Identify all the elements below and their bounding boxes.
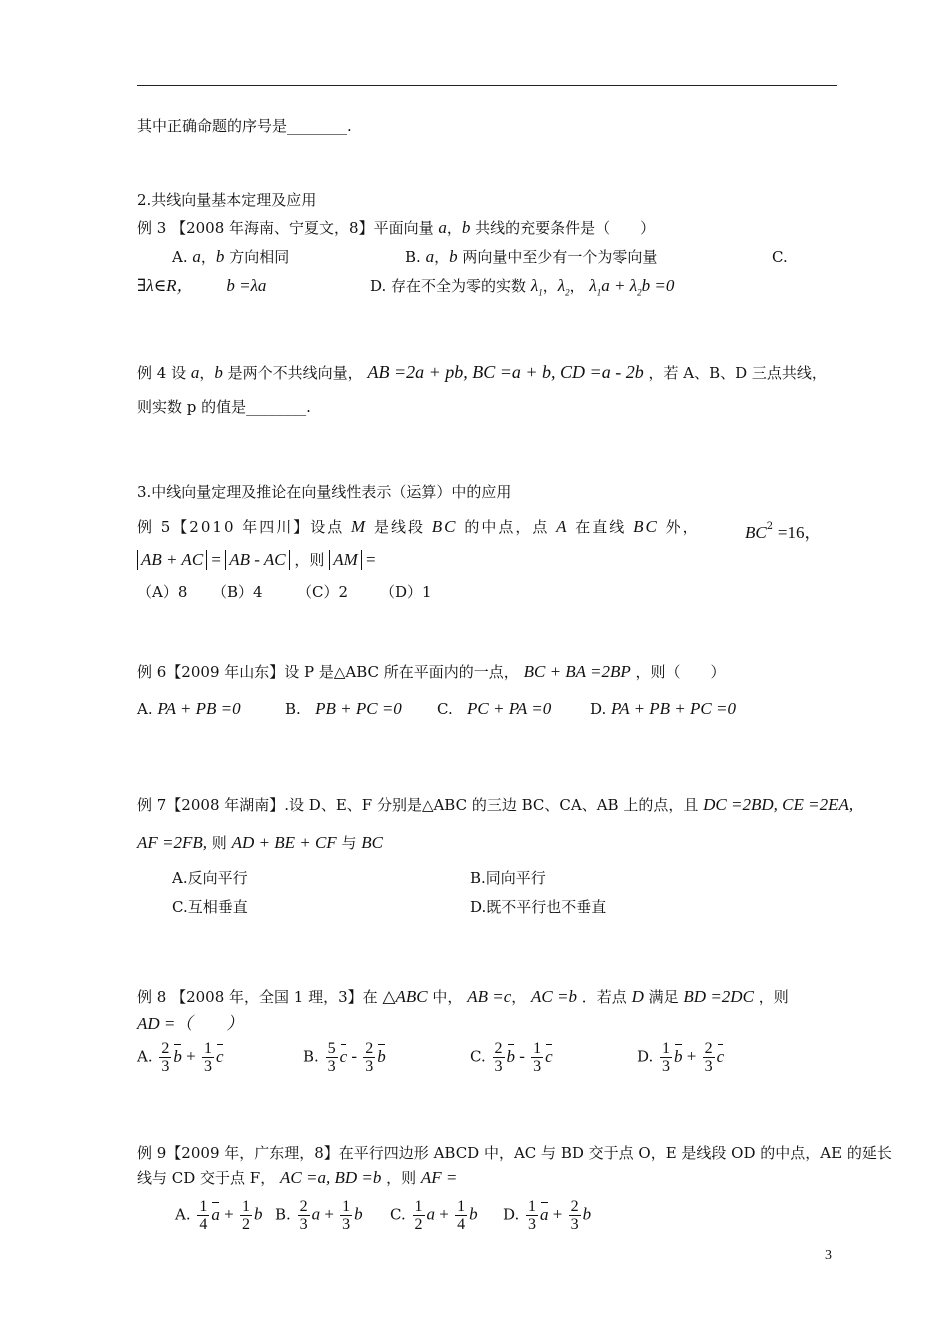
ex3-stem-end: 共线的充要条件是（ ） bbox=[475, 219, 656, 237]
section-3-title: 3.中线向量定理及推论在向量线性表示（运算）中的应用 bbox=[137, 483, 512, 501]
example-4-stem: 例 4 设 a，b 是两个不共线向量， AB =2a + pb, BC =a + b, CD =a - 2b ，若 A、B、D 三点共线， bbox=[137, 362, 827, 382]
ex5-bc-squared: $BC^2 =16$， bbox=[745, 521, 822, 542]
ex7-option-c: C.互相垂直 bbox=[172, 898, 248, 916]
example-7-line2: AF =2FB, 则 AD + BE + CF 与 BC bbox=[137, 833, 384, 852]
ex9-option-c: C. $\frac{1}{2}$ a + $\frac{1}{4}$ b bbox=[390, 1198, 478, 1233]
ex7-option-b: B.同向平行 bbox=[470, 869, 546, 887]
ex3-option-a: A. a，b 方向相同 bbox=[172, 247, 290, 266]
ex9-option-b: B. $\frac{2}{3}$ a + $\frac{1}{3}$ b bbox=[275, 1198, 363, 1233]
section-2-title: 2.共线向量基本定理及应用 bbox=[137, 191, 317, 209]
example-9-line2: 线与 CD 交于点 F， AC =a, BD =b ，则 AF = bbox=[137, 1168, 458, 1187]
ex3-option-c: ∃λ∈R， b =λa bbox=[137, 276, 267, 295]
example-5-stem: 例 5【2010 年四川】设点 M 是线段 BC 的中点，点 A 在直线 BC 外， bbox=[137, 517, 700, 536]
ex8-ad: AD =（ ） bbox=[137, 1014, 244, 1033]
ex5-option-c: （C）2 bbox=[297, 583, 349, 601]
ex8-option-b: B. $\frac{5}{3}$ c - $\frac{2}{3}$ b bbox=[303, 1040, 386, 1075]
ex6-option-d: D. PA + PB + PC =0 bbox=[590, 699, 736, 718]
ex3-option-b: B. a，b 两向量中至少有一个为零向量 bbox=[405, 247, 658, 266]
ex7-option-a: A.反向平行 bbox=[172, 869, 248, 887]
ex8-option-c: C. $\frac{2}{3}$ b - $\frac{1}{3}$ c bbox=[470, 1040, 553, 1075]
ex5-option-a: （A）8 bbox=[137, 583, 188, 601]
ex6-option-a: A. PA + PB =0 bbox=[137, 699, 241, 718]
ex5-option-b: （B）4 bbox=[212, 583, 263, 601]
example-4-line2: 则实数 p 的值是________. bbox=[137, 398, 311, 416]
ex6-option-c: C. PC + PA =0 bbox=[437, 699, 552, 718]
example-3-stem: 例 3 【2008 年海南、宁夏文，8】平面向量 a，b 共线的充要条件是（ ） bbox=[137, 218, 656, 237]
header-rule bbox=[137, 85, 837, 86]
page-number: 3 bbox=[825, 1248, 832, 1263]
example-9-stem: 例 9【2009 年，广东理，8】在平行四边形 ABCD 中，AC 与 BD 交于点 O，E 是线段 OD 的中点，AE 的延长 bbox=[137, 1144, 892, 1162]
ex3-stem-text: 例 3 【2008 年海南、宁夏文，8】平面向量 bbox=[137, 219, 434, 237]
ex5-condition: AB + AC = AB - AC ，则 AM = bbox=[137, 550, 376, 570]
example-6-stem: 例 6【2009 年山东】设 P 是△ABC 所在平面内的一点， BC + BA =2BP ，则（ ） bbox=[137, 662, 726, 681]
ex8-option-d: D. $\frac{1}{3}$ b + $\frac{2}{3}$ c bbox=[637, 1040, 725, 1075]
example-8-stem: 例 8 【2008 年，全国 1 理，3】在 △ABC 中， AB =c， AC =b ．若点 D 满足 BD =2DC ，则 bbox=[137, 987, 789, 1006]
ex6-option-b: B. PB + PC =0 bbox=[285, 699, 402, 718]
ex8-option-a: A. $\frac{2}{3}$ b + $\frac{1}{3}$ c bbox=[137, 1040, 224, 1075]
answer-line: 其中正确命题的序号是________. bbox=[137, 117, 352, 135]
ex9-option-d: D. $\frac{1}{3}$ a + $\frac{2}{3}$ b bbox=[503, 1198, 592, 1233]
ex3-option-c-label: C. bbox=[772, 248, 788, 266]
ex7-option-d: D.既不平行也不垂直 bbox=[470, 898, 607, 916]
ex3-option-d: D. 存在不全为零的实数 $\lambda_1$，$\lambda_2$， $\lambda_1a + \lambda_2b =0$ bbox=[370, 276, 675, 298]
ex5-option-d: （D）1 bbox=[380, 583, 432, 601]
ex9-option-a: A. $\frac{1}{4}$ a + $\frac{1}{2}$ b bbox=[175, 1198, 263, 1233]
example-7-stem: 例 7【2008 年湖南】.设 D、E、F 分别是△ABC 的三边 BC、CA、AB 上的点，且 DC =2BD, CE =2EA, bbox=[137, 795, 854, 814]
